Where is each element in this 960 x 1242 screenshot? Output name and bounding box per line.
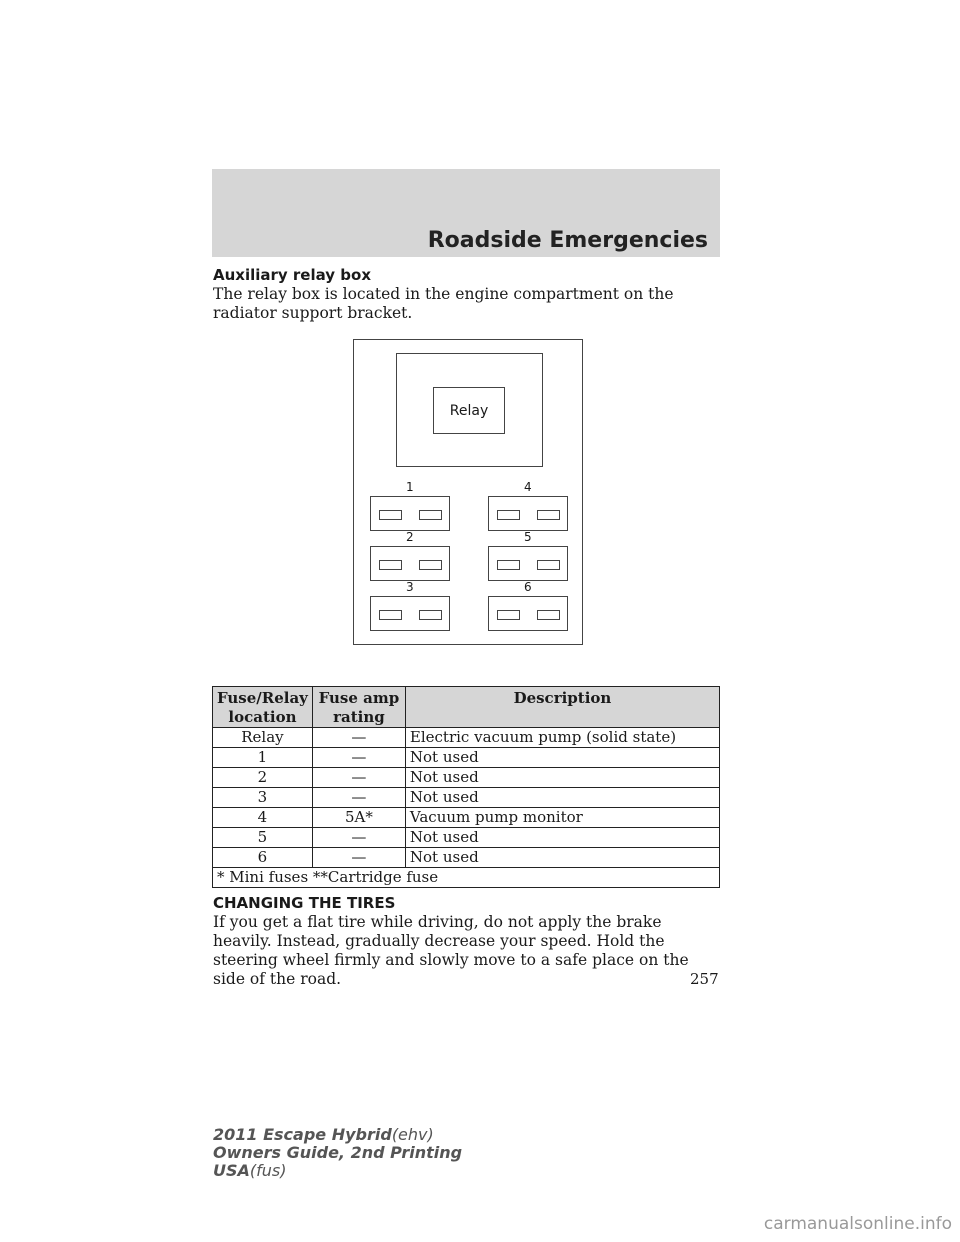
table-row [213, 828, 720, 848]
fuse-number-1: 1 [406, 480, 414, 494]
table-row [213, 808, 720, 828]
table-row [213, 728, 720, 748]
header-amp-rating: Fuse amp rating [312, 687, 405, 728]
relay-box-diagram [353, 339, 583, 645]
fuse-blade [419, 610, 442, 620]
section-paragraph: The relay box is located in the engine compartment on the radiator support bracket. [213, 285, 674, 322]
fuse-blade [537, 510, 560, 520]
table-row [213, 788, 720, 808]
fuse-blade [497, 510, 520, 520]
fuse-slot-1 [370, 496, 450, 531]
fuse-number-2: 2 [406, 530, 414, 544]
changing-tires-title: CHANGING THE TIRES [213, 894, 396, 912]
cell-amp: — [312, 828, 405, 848]
fuse-slot-4 [488, 496, 568, 531]
changing-tires-paragraph: If you get a flat tire while driving, do not apply the brake heavily. Instead, gradually decrease your speed. Hold the steering wheel firmly and slowly move to a safe place on the side of the road. [213, 913, 689, 988]
fuse-blade [537, 610, 560, 620]
footer-model: 2011 Escape Hybrid [213, 1125, 392, 1144]
fuse-number-6: 6 [524, 580, 532, 594]
cell-amp: — [312, 788, 405, 808]
fuse-blade [419, 560, 442, 570]
fuse-blade [419, 510, 442, 520]
cell-amp: — [312, 768, 405, 788]
fuse-slot-3 [370, 596, 450, 631]
header-description: Description [405, 687, 719, 728]
footer-guide-name: Owners Guide, 2nd Printing [213, 1143, 463, 1162]
footer-line-2 [213, 1144, 462, 1162]
fuse-blade [379, 510, 402, 520]
relay-outline [396, 353, 543, 467]
cell-description: Not used [405, 768, 719, 788]
cell-description: Not used [405, 788, 719, 808]
cell-location: 2 [213, 768, 313, 788]
cell-description: Not used [405, 748, 719, 768]
footer-model-code: (ehv) [391, 1125, 434, 1144]
cell-amp: — [312, 728, 405, 748]
table-row [213, 748, 720, 768]
cell-description: Electric vacuum pump (solid state) [405, 728, 719, 748]
table-row [213, 768, 720, 788]
document-footer [213, 1126, 462, 1180]
header-location: Fuse/Relay location [213, 687, 313, 728]
table-footnote: * Mini fuses **Cartridge fuse [213, 868, 720, 888]
section-header-title: Roadside Emergencies [427, 228, 708, 253]
footer-line-1 [213, 1126, 462, 1144]
table-header-row [213, 687, 720, 728]
fuse-blade [497, 610, 520, 620]
footer-line-3 [213, 1162, 462, 1180]
cell-location: 6 [213, 848, 313, 868]
cell-location: Relay [213, 728, 313, 748]
fuse-blade [497, 560, 520, 570]
section-header-band [212, 169, 720, 257]
footer-market: USA [213, 1161, 250, 1180]
cell-description: Vacuum pump monitor [405, 808, 719, 828]
cell-description: Not used [405, 828, 719, 848]
cell-location: 3 [213, 788, 313, 808]
fuse-relay-table [212, 686, 720, 888]
cell-amp: — [312, 748, 405, 768]
fuse-slot-5 [488, 546, 568, 581]
fuse-blade [379, 560, 402, 570]
cell-description: Not used [405, 848, 719, 868]
relay-label: Relay [433, 387, 505, 434]
fuse-blade [379, 610, 402, 620]
fuse-slot-2 [370, 546, 450, 581]
section-title: Auxiliary relay box [213, 266, 371, 284]
table-row [213, 848, 720, 868]
fuse-slot-6 [488, 596, 568, 631]
watermark: carmanualsonline.info [763, 1214, 952, 1234]
fuse-number-3: 3 [406, 580, 414, 594]
fuse-number-5: 5 [524, 530, 532, 544]
cell-location: 4 [213, 808, 313, 828]
cell-location: 1 [213, 748, 313, 768]
table-footnote-row [213, 868, 720, 888]
fuse-blade [537, 560, 560, 570]
footer-market-code: (fus) [249, 1161, 287, 1180]
cell-location: 5 [213, 828, 313, 848]
page-number: 257 [690, 970, 719, 988]
cell-amp: — [312, 848, 405, 868]
fuse-number-4: 4 [524, 480, 532, 494]
cell-amp: 5A* [312, 808, 405, 828]
